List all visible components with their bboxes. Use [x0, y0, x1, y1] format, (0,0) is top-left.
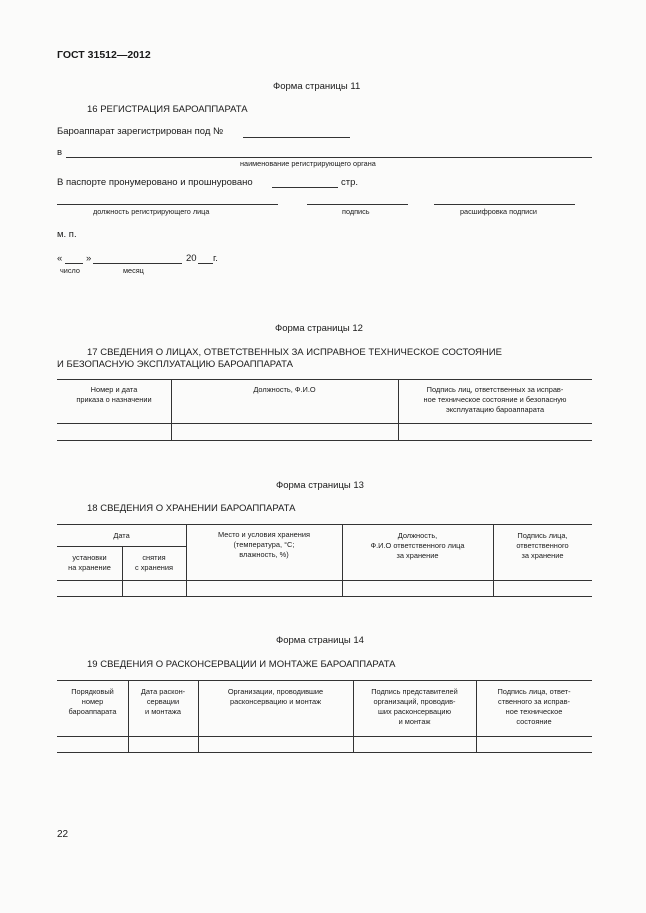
section-18-title: 18 СВЕДЕНИЯ О ХРАНЕНИИ БАРОАППАРАТА	[87, 503, 296, 514]
seal-text: м. п.	[57, 229, 77, 240]
document-header: ГОСТ 31512—2012	[57, 49, 151, 61]
page-number: 22	[57, 829, 69, 840]
column-header-organizations: Организации, проводившие расконсервацию и монтаж	[227, 687, 324, 706]
column-header-date: Дата раскон- сервации и монтажа	[140, 687, 186, 716]
signature-line	[307, 204, 408, 205]
date-year: 20	[186, 253, 197, 264]
signature-caption: подпись	[342, 207, 370, 216]
month-line	[93, 263, 182, 264]
position-caption: должность регистрирующего лица	[93, 207, 210, 216]
column-header-order: Номер и дата приказа о назначении	[76, 385, 152, 404]
in-prefix: в	[57, 147, 63, 158]
form-11-label: Форма страницы 11	[273, 81, 361, 92]
position-line	[57, 204, 278, 205]
column-header-serial-number: Порядковый номер бароаппарата	[68, 687, 117, 716]
column-header-responsible-person: Должность, Ф.И.О ответственного лица за хранение	[370, 531, 465, 560]
column-header-signature: Подпись лица, ответственного за хранение	[516, 531, 569, 560]
signature-decode-caption: расшифровка подписи	[460, 207, 537, 216]
form-13-label: Форма страницы 13	[276, 480, 364, 491]
column-header-responsible-signature: Подпись лица, ответ- ственного за исправ- ное техническое состояние	[497, 687, 571, 726]
section-17-title-line1: 17 СВЕДЕНИЯ О ЛИЦАХ, ОТВЕТСТВЕННЫХ ЗА ИСПРАВНОЕ ТЕХНИЧЕСКОЕ СОСТОЯНИЕ	[87, 347, 502, 358]
column-header-position-name: Должность, Ф.И.О	[253, 385, 316, 394]
day-line	[65, 263, 83, 264]
form-12-label: Форма страницы 12	[275, 323, 363, 334]
date-open-quote: «	[57, 253, 63, 264]
column-header-storage-conditions: Место и условия хранения (температура, °С; влажность, %)	[218, 530, 310, 559]
registered-text: Бароаппарат зарегистрирован под №	[57, 126, 224, 137]
organ-line	[66, 157, 592, 158]
date-close-quote: »	[86, 253, 92, 264]
date-year-suffix: г.	[213, 253, 218, 264]
signature-decode-line	[434, 204, 575, 205]
column-header-install-date: установки на хранение	[68, 553, 111, 572]
column-header-representatives-signature: Подпись представителей организаций, проводив- ших расконсервацию и монтаж	[371, 687, 458, 726]
passport-text: В паспорте пронумеровано и прошнуровано	[57, 177, 253, 188]
organ-caption: наименование регистрирующего органа	[240, 159, 376, 168]
month-caption: месяц	[123, 266, 144, 275]
section-16-title: 16 РЕГИСТРАЦИЯ БАРОАППАРАТА	[87, 104, 248, 115]
section-19-title: 19 СВЕДЕНИЯ О РАСКОНСЕРВАЦИИ И МОНТАЖЕ БАРОАППАРАТА	[87, 659, 396, 670]
form-14-label: Форма страницы 14	[276, 635, 364, 646]
column-header-removal-date: снятия с хранения	[134, 553, 174, 572]
column-header-signature: Подпись лиц, ответственных за исправ- ное техническое состояние и безопасную эксплуатацию бароаппарата	[423, 385, 567, 414]
pages-suffix: стр.	[341, 177, 359, 188]
section-17-title-line2: И БЕЗОПАСНУЮ ЭКСПЛУАТАЦИЮ БАРОАППАРАТА	[57, 359, 293, 370]
column-header-date: Дата	[113, 531, 130, 540]
pages-count-line	[272, 187, 338, 188]
registration-number-line	[243, 137, 350, 138]
year-line	[198, 263, 213, 264]
day-caption: число	[60, 266, 80, 275]
